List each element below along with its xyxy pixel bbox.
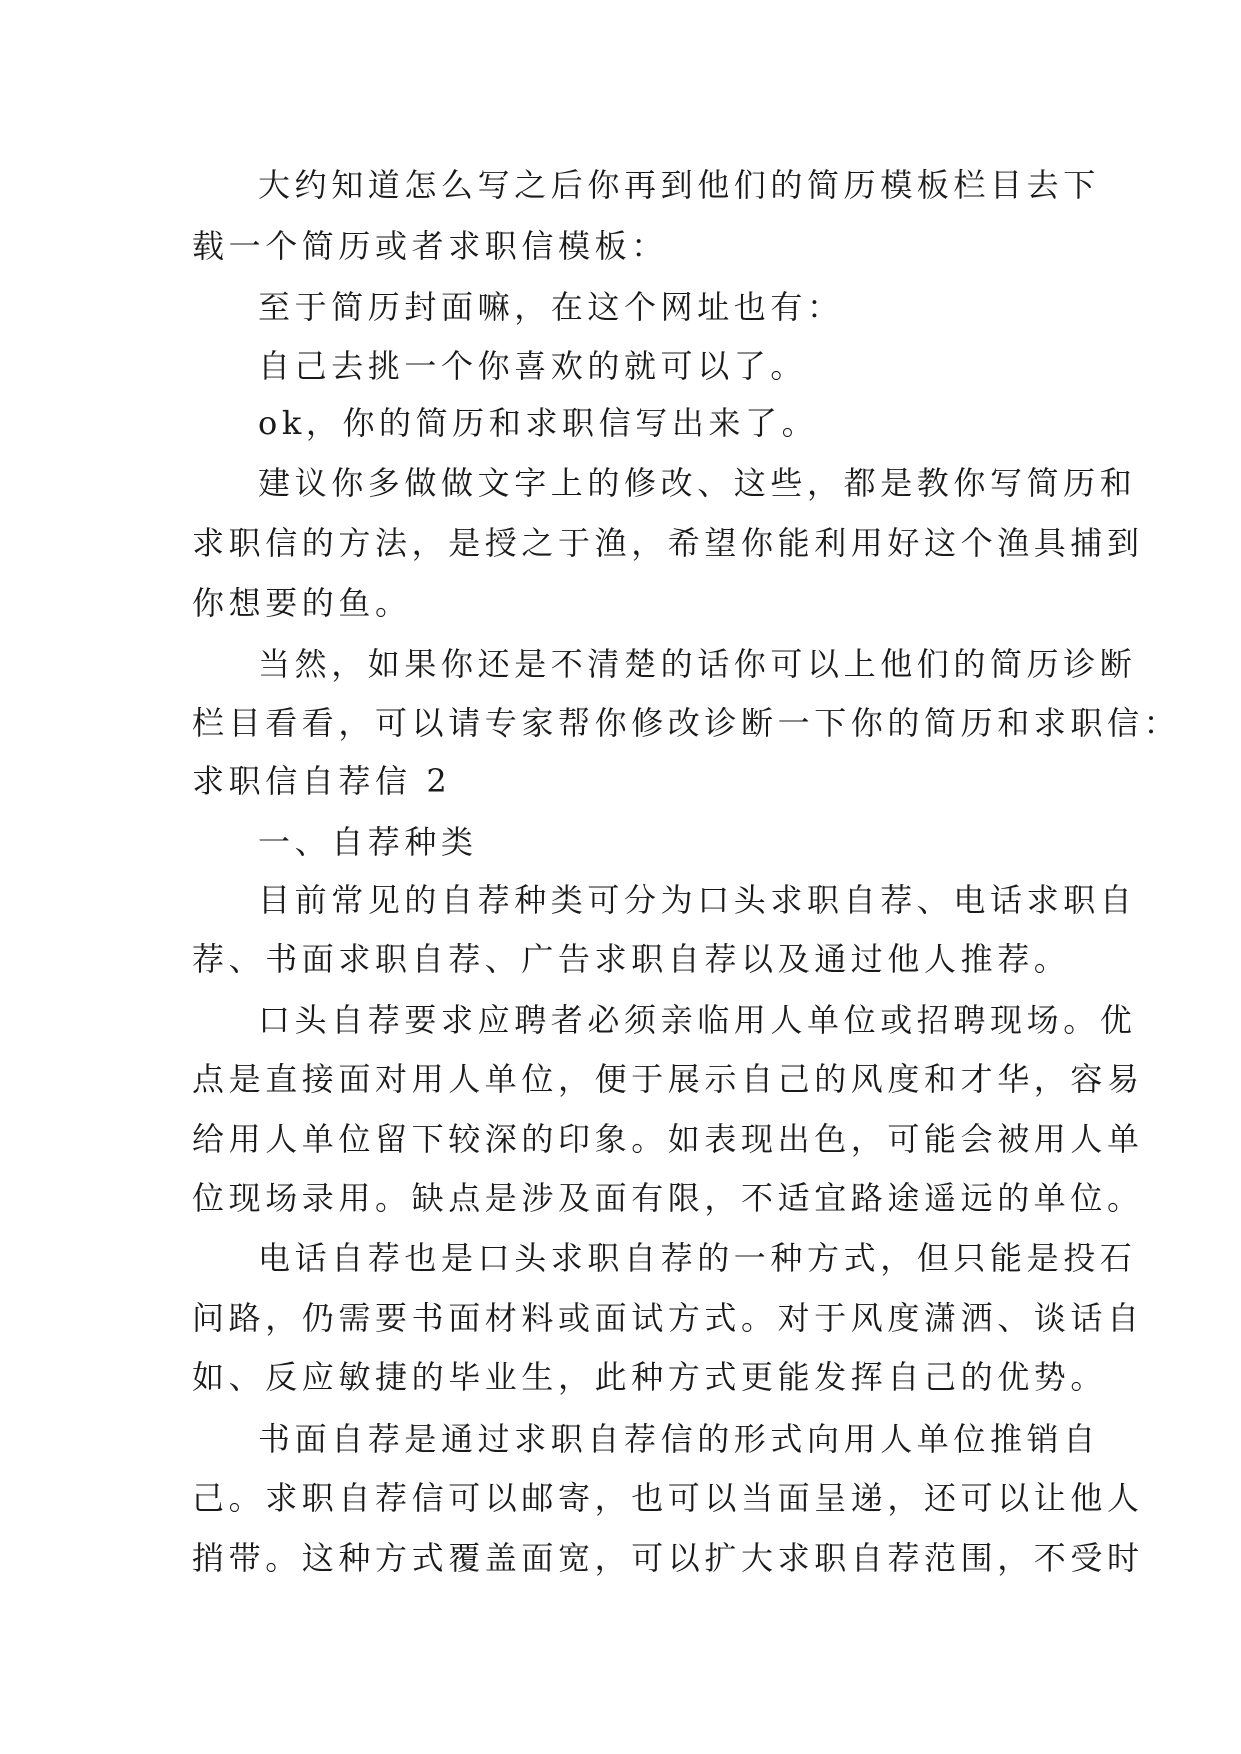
text-line: 当然，如果你还是不清楚的话你可以上他们的简历诊断 <box>258 645 1137 683</box>
text-line: 大约知道怎么写之后你再到他们的简历模板栏目去下 <box>258 166 1100 204</box>
text-line: 目前常见的自荐种类可分为口头求职自荐、电话求职自 <box>258 881 1137 919</box>
text-line: 问路，仍需要书面材料或面试方式。对于风度潇洒、谈话自 <box>192 1299 1144 1337</box>
section-title: 求职信自荐信 2 <box>192 762 452 800</box>
text-line: 栏目看看，可以请专家帮你修改诊断一下你的简历和求职信： <box>192 704 1181 742</box>
text-line: 你想要的鱼。 <box>192 584 412 622</box>
text-line: 至于简历封面嘛，在这个网址也有： <box>258 288 844 326</box>
text-line: 点是直接面对用人单位，便于展示自己的风度和才华，容易 <box>192 1060 1144 1098</box>
text-line: 建议你多做做文字上的修改、这些，都是教你写简历和 <box>258 464 1137 502</box>
text-line: ok，你的简历和求职信写出来了。 <box>258 404 819 442</box>
text-line: 口头自荐要求应聘者必须亲临用人单位或招聘现场。优 <box>258 1001 1137 1039</box>
text-line: 如、反应敏捷的毕业生，此种方式更能发挥自己的优势。 <box>192 1358 1108 1396</box>
text-line: 求职信的方法，是授之于渔，希望你能利用好这个渔具捕到 <box>192 524 1144 562</box>
text-line: 载一个简历或者求职信模板： <box>192 227 668 265</box>
text-line: 电话自荐也是口头求职自荐的一种方式，但只能是投石 <box>258 1239 1137 1277</box>
text-line: 给用人单位留下较深的印象。如表现出色，可能会被用人单 <box>192 1120 1144 1158</box>
text-line: 荐、书面求职自荐、广告求职自荐以及通过他人推荐。 <box>192 940 1071 978</box>
text-line: 书面自荐是通过求职自荐信的形式向用人单位推销自 <box>258 1420 1100 1458</box>
text-line: 自己去挑一个你喜欢的就可以了。 <box>258 347 808 385</box>
text-line: 捎带。这种方式覆盖面宽，可以扩大求职自荐范围，不受时 <box>192 1539 1144 1577</box>
text-line: 位现场录用。缺点是涉及面有限，不适宜路途遥远的单位。 <box>192 1179 1144 1217</box>
text-line: 己。求职自荐信可以邮寄，也可以当面呈递，还可以让他人 <box>192 1479 1144 1517</box>
section-heading: 一、自荐种类 <box>258 823 478 861</box>
